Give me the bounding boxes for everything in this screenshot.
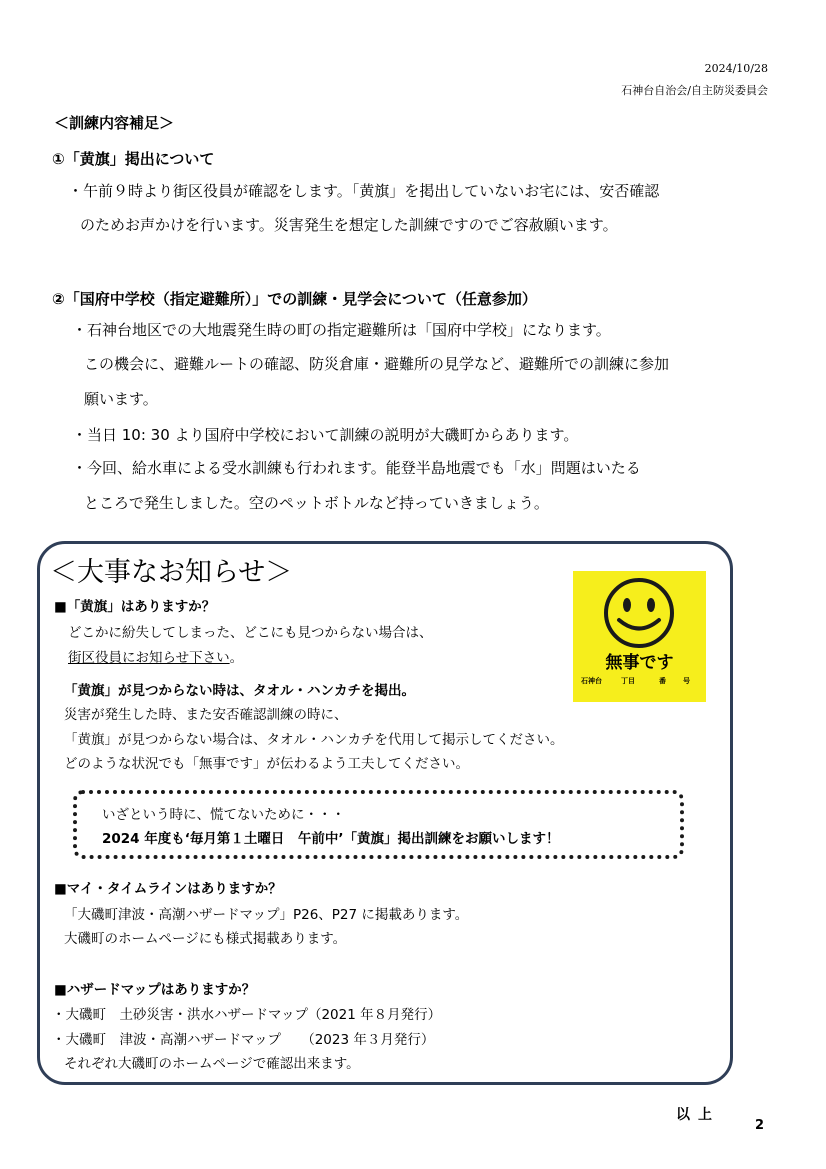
section1-title: ①「黄旗」掲出について <box>52 150 215 168</box>
closing-text: 以上 <box>676 1107 720 1123</box>
flag-question: ■「黄旗」はありますか？ <box>54 599 216 615</box>
towel-line-2: 「黄旗」が見つからない場合は、タオル・ハンカチを代用して掲示してください。 <box>64 732 564 748</box>
timeline-line-2: 大磯町のホームページにも様式掲載あります。 <box>64 931 347 947</box>
badge-field-area: 石神台 <box>581 677 602 685</box>
hazard-line-1: ・大磯町 土砂災害・洪水ハザードマップ（2021 年８月発行） <box>52 1007 442 1023</box>
section1-line-2: のためお声かけを行います。災害発生を想定した訓練ですのでご容赦願います。 <box>80 216 618 234</box>
flag-contact-suffix: 。 <box>229 650 244 666</box>
section1-line-1: ・午前９時より街区役員が確認をします。「黄旗」を掲出していないお宅には、安否確認 <box>68 182 660 200</box>
towel-line-1: 災害が発生した時、また安否確認訓練の時に、 <box>64 707 348 723</box>
section2-line-1: ・石神台地区での大地震発生時の町の指定避難所は「国府中学校」になります。 <box>72 321 611 339</box>
timeline-question: ■マイ・タイムラインはありますか？ <box>54 881 282 897</box>
section2-line-5: ・今回、給水車による受水訓練も行われます。能登半島地震でも「水」問題はいたる <box>72 459 641 477</box>
hazard-line-2: ・大磯町 津波・高潮ハザードマップ （2023 年３月発行） <box>52 1032 435 1048</box>
organization-name: 石神台自治会/自主防災委員会 <box>621 84 768 97</box>
towel-heading: 「黄旗」が見つからない時は、タオル・ハンカチを掲出。 <box>64 683 415 699</box>
section2-line-2: この機会に、避難ルートの確認、防災倉庫・避難所の見学など、避難所での訓練に参加 <box>84 355 670 373</box>
callout-line-1: いざという時に、慌てないために・・・ <box>102 807 345 823</box>
towel-line-3: どのような状況でも「無事です」が伝わるよう工夫してください。 <box>64 756 469 772</box>
hazard-line-3: それぞれ大磯町のホームページで確認出来ます。 <box>64 1056 360 1072</box>
notice-title: ＜大事なお知らせ＞ <box>50 557 293 588</box>
section2-title: ②「国府中学校（指定避難所）」での訓練・見学会について（任意参加） <box>52 290 537 308</box>
callout-line-2: 2024 年度も‘毎月第１土曜日 午前中’「黄旗」掲出訓練をお願いします！ <box>102 831 560 847</box>
safety-flag-badge <box>573 571 706 702</box>
badge-field-ban: 番 <box>659 677 666 685</box>
timeline-line-1: 「大磯町津波・高潮ハザードマップ」P26、P27 に掲載あります。 <box>64 907 469 923</box>
section2-line-4: ・当日 10: 30 より国府中学校において訓練の説明が大磯町からあります。 <box>72 426 579 444</box>
flag-contact-line <box>68 648 243 668</box>
badge-label: 無事です <box>605 653 674 673</box>
flag-contact-text: 街区役員にお知らせ下さい <box>68 650 230 666</box>
badge-field-go: 号 <box>683 677 690 685</box>
document-date: 2024/10/28 <box>704 62 768 75</box>
section2-line-3: 願います。 <box>84 390 158 408</box>
section2-line-6: ところで発生しました。空のペットボトルなど持っていきましょう。 <box>84 494 549 512</box>
hazard-question: ■ハザードマップはありますか？ <box>54 982 256 998</box>
flag-lost-text: どこかに紛失してしまった、どこにも見つからない場合は、 <box>68 625 433 641</box>
page-number: 2 <box>754 1118 764 1133</box>
badge-field-chome: 丁目 <box>621 677 635 685</box>
smiley-face-icon <box>591 575 687 649</box>
supplement-heading: ＜訓練内容補足＞ <box>54 114 175 132</box>
